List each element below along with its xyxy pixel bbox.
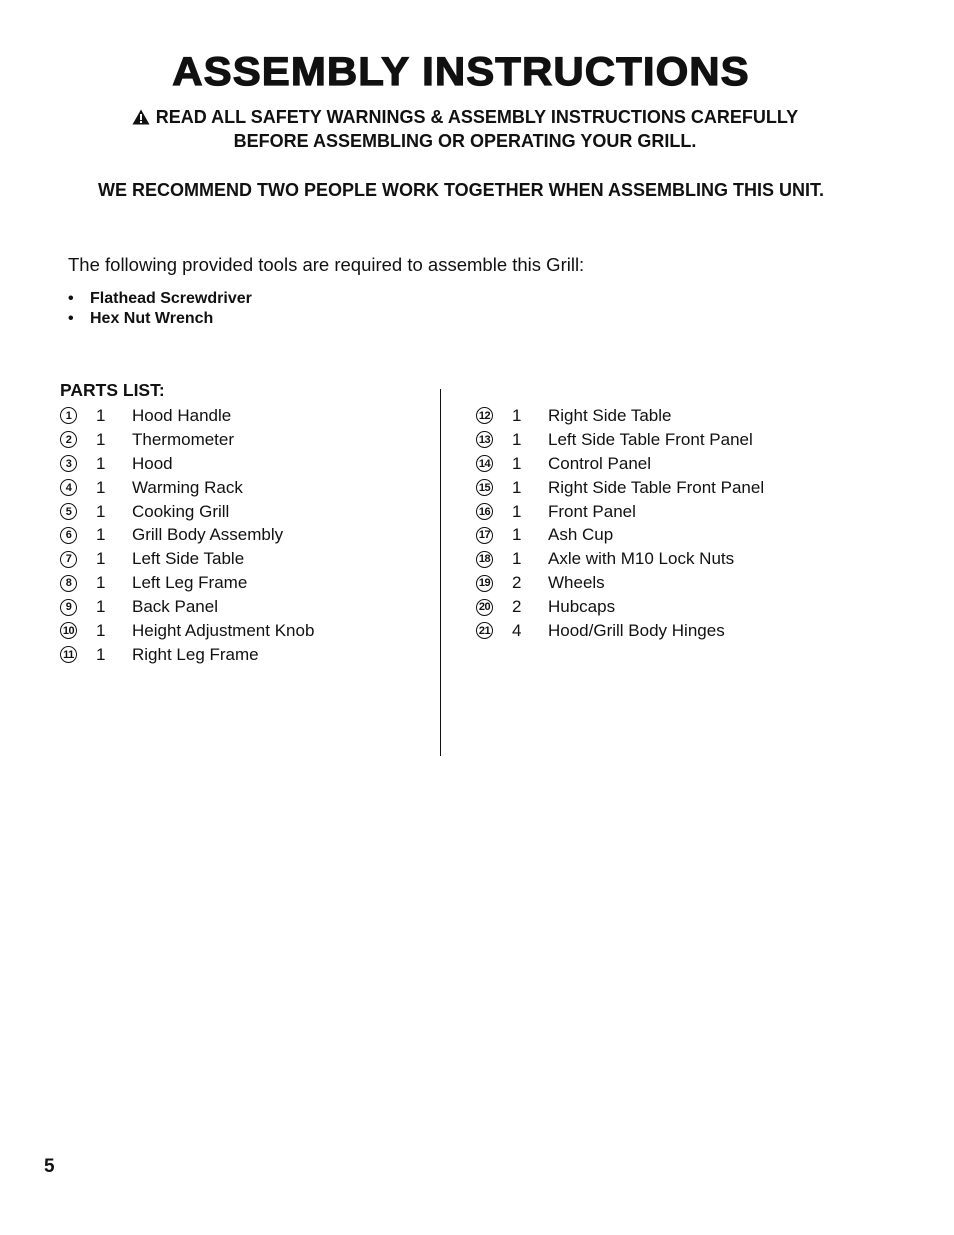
table-row bbox=[476, 500, 856, 524]
part-number-badge: 4 bbox=[60, 479, 77, 496]
part-number-badge: 8 bbox=[60, 575, 77, 592]
column-divider bbox=[440, 389, 441, 756]
part-name: Right Leg Frame bbox=[132, 644, 259, 664]
part-number-badge: 7 bbox=[60, 551, 77, 568]
part-name: Hood/Grill Body Hinges bbox=[548, 620, 725, 640]
part-quantity: 1 bbox=[96, 501, 106, 521]
table-row bbox=[476, 452, 856, 476]
tools-intro: The following provided tools are required to assemble this Grill: bbox=[68, 254, 585, 275]
table-row bbox=[60, 571, 440, 595]
part-quantity: 1 bbox=[512, 525, 522, 545]
part-number-badge: 16 bbox=[476, 503, 493, 520]
table-row bbox=[60, 452, 440, 476]
part-number-badge: 21 bbox=[476, 622, 493, 639]
part-quantity: 2 bbox=[512, 597, 522, 617]
part-number-badge: 5 bbox=[60, 503, 77, 520]
part-quantity: 1 bbox=[512, 405, 522, 425]
part-quantity: 1 bbox=[96, 429, 106, 449]
table-row bbox=[60, 428, 440, 452]
part-name: Thermometer bbox=[132, 429, 235, 449]
table-row bbox=[476, 571, 856, 595]
list-item bbox=[68, 289, 252, 309]
parts-list-right bbox=[476, 404, 856, 643]
part-number-badge: 17 bbox=[476, 527, 493, 544]
table-row bbox=[60, 523, 440, 547]
table-row bbox=[476, 428, 856, 452]
part-quantity: 1 bbox=[96, 644, 106, 664]
part-quantity: 1 bbox=[96, 525, 106, 545]
tools-list bbox=[68, 289, 252, 329]
part-number-badge: 12 bbox=[476, 407, 493, 424]
part-name: Hood bbox=[132, 453, 173, 473]
table-row bbox=[476, 404, 856, 428]
table-row bbox=[60, 643, 440, 667]
part-quantity: 2 bbox=[512, 573, 522, 593]
part-name: Back Panel bbox=[132, 597, 218, 617]
part-quantity: 1 bbox=[96, 620, 106, 640]
part-name: Left Side Table bbox=[132, 549, 245, 569]
part-name: Wheels bbox=[548, 573, 605, 593]
part-quantity: 1 bbox=[96, 549, 106, 569]
part-number-badge: 3 bbox=[60, 455, 77, 472]
bullet: • bbox=[68, 290, 74, 307]
part-number-badge: 15 bbox=[476, 479, 493, 496]
part-quantity: 1 bbox=[96, 597, 106, 617]
part-number-badge: 19 bbox=[476, 575, 493, 592]
part-quantity: 1 bbox=[96, 453, 106, 473]
page-title: ASSEMBLY INSTRUCTIONS bbox=[172, 50, 750, 94]
part-quantity: 1 bbox=[512, 477, 522, 497]
table-row bbox=[60, 476, 440, 500]
tool-name: Hex Nut Wrench bbox=[90, 310, 214, 327]
part-quantity: 1 bbox=[96, 405, 106, 425]
part-name: Grill Body Assembly bbox=[132, 525, 284, 545]
part-name: Hubcaps bbox=[548, 597, 616, 617]
part-name: Axle with M10 Lock Nuts bbox=[548, 549, 735, 569]
part-quantity: 1 bbox=[512, 501, 522, 521]
safety-warning bbox=[0, 106, 930, 152]
table-row bbox=[60, 547, 440, 571]
part-quantity: 1 bbox=[512, 453, 522, 473]
part-name: Hood Handle bbox=[132, 405, 232, 425]
parts-list-left bbox=[60, 404, 440, 667]
part-name: Left Side Table Front Panel bbox=[548, 429, 753, 449]
part-quantity: 1 bbox=[512, 429, 522, 449]
part-quantity: 1 bbox=[512, 549, 522, 569]
part-name: Cooking Grill bbox=[132, 501, 230, 521]
part-number-badge: 2 bbox=[60, 431, 77, 448]
warning-triangle-icon bbox=[132, 108, 150, 130]
part-number-badge: 13 bbox=[476, 431, 493, 448]
part-name: Left Leg Frame bbox=[132, 573, 248, 593]
table-row bbox=[476, 476, 856, 500]
table-row bbox=[60, 500, 440, 524]
part-number-badge: 1 bbox=[60, 407, 77, 424]
table-row bbox=[60, 619, 440, 643]
part-number-badge: 11 bbox=[60, 646, 77, 663]
table-row bbox=[476, 619, 856, 643]
parts-list-heading: PARTS LIST: bbox=[60, 380, 165, 400]
tool-name: Flathead Screwdriver bbox=[90, 290, 252, 307]
bullet: • bbox=[68, 310, 74, 327]
part-quantity: 1 bbox=[96, 573, 106, 593]
two-people-recommendation: WE RECOMMEND TWO PEOPLE WORK TOGETHER WHEN ASSEMBLING THIS UNIT. bbox=[97, 180, 824, 200]
list-item bbox=[68, 309, 252, 329]
part-name: Height Adjustment Knob bbox=[132, 620, 315, 640]
table-row bbox=[476, 523, 856, 547]
part-name: Front Panel bbox=[548, 501, 636, 521]
part-quantity: 1 bbox=[96, 477, 106, 497]
part-number-badge: 6 bbox=[60, 527, 77, 544]
warning-line-1: READ ALL SAFETY WARNINGS & ASSEMBLY INSTRUCTIONS CAREFULLY bbox=[155, 107, 799, 127]
warning-line-2: BEFORE ASSEMBLING OR OPERATING YOUR GRILL. bbox=[233, 131, 697, 151]
part-name: Ash Cup bbox=[548, 525, 614, 545]
table-row bbox=[60, 595, 440, 619]
part-quantity: 4 bbox=[512, 620, 522, 640]
table-row bbox=[476, 547, 856, 571]
part-name: Right Side Table Front Panel bbox=[548, 477, 765, 497]
table-row bbox=[476, 595, 856, 619]
part-name: Warming Rack bbox=[132, 477, 243, 497]
part-number-badge: 9 bbox=[60, 599, 77, 616]
part-name: Control Panel bbox=[548, 453, 652, 473]
part-number-badge: 10 bbox=[60, 622, 77, 639]
part-name: Right Side Table bbox=[548, 405, 672, 425]
page-number: 5 bbox=[44, 1156, 55, 1177]
part-number-badge: 20 bbox=[476, 599, 493, 616]
table-row bbox=[60, 404, 440, 428]
part-number-badge: 18 bbox=[476, 551, 493, 568]
part-number-badge: 14 bbox=[476, 455, 493, 472]
